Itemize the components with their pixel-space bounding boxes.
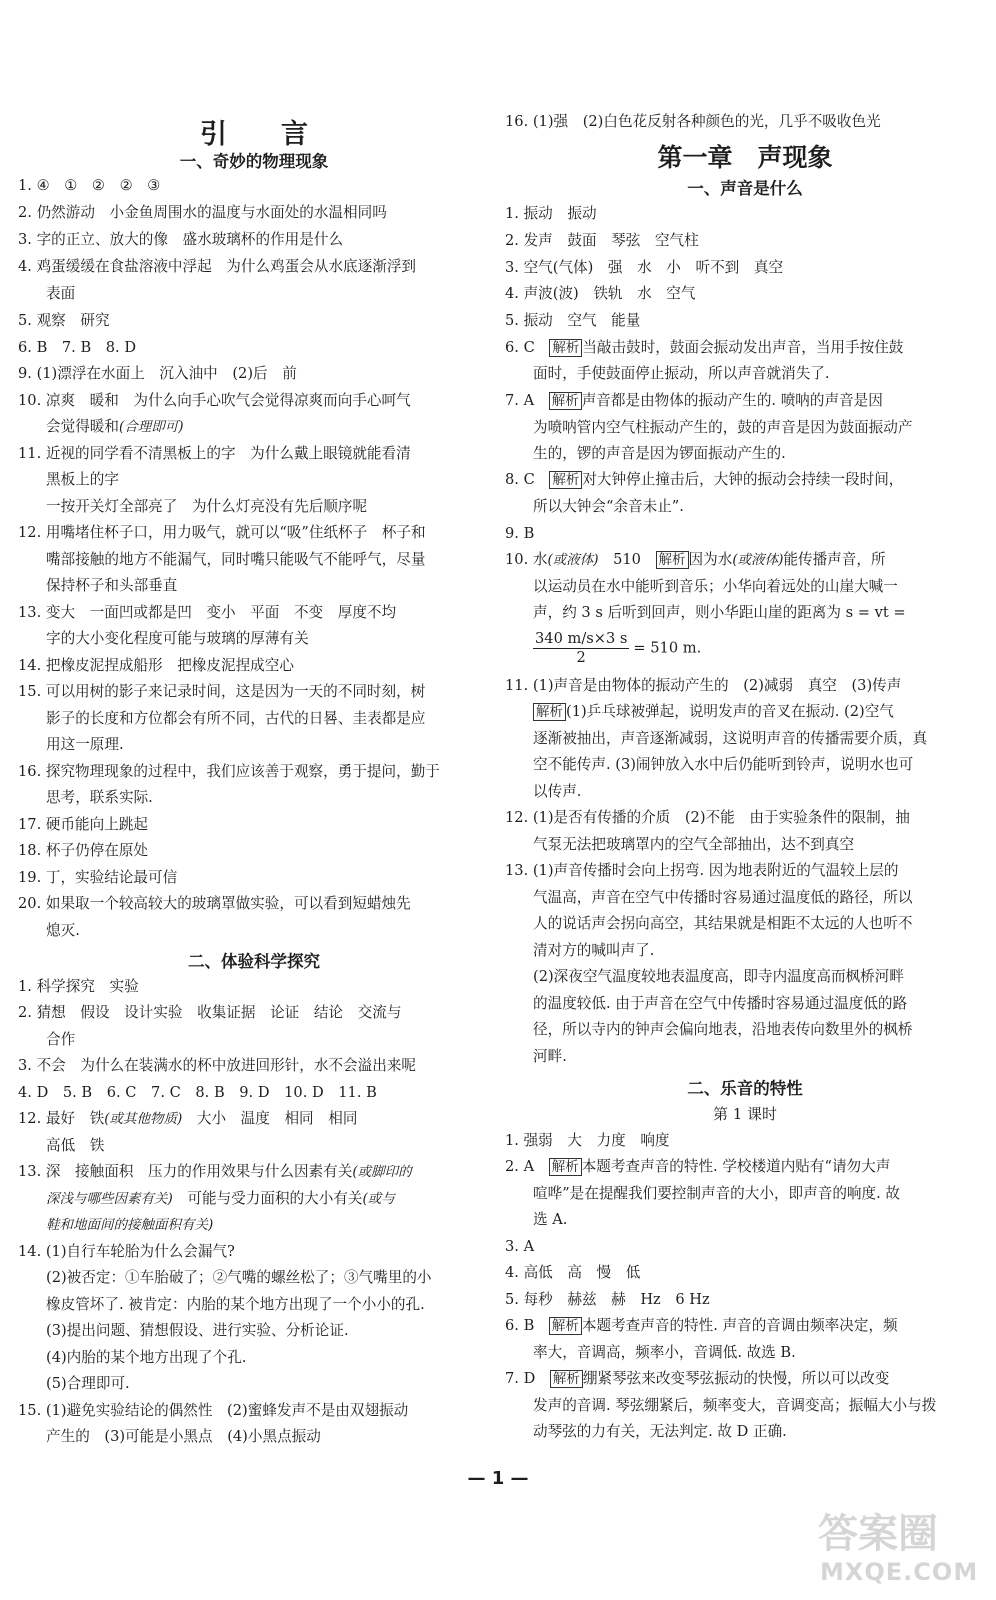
answer-line: 5. 观察 研究 — [18, 312, 110, 329]
answer-line: 用这一原理. — [46, 736, 124, 753]
answer-line: 的温度较低. 由于声音在空气中传播时容易通过温度低的路 — [533, 995, 908, 1012]
answer-line: 12. 最好 铁(或其他物质) 大小 温度 相同 相同 — [18, 1110, 358, 1127]
answer-line: 14. 把橡皮泥捏成船形 把橡皮泥捏成空心 — [18, 657, 294, 674]
answer-line: 6. C 解析 当敲击鼓时，鼓面会振动发出声音，当用手按住鼓 — [505, 339, 904, 356]
answer-line: 9. B — [505, 525, 535, 542]
analysis-tag: 解析 — [549, 1317, 582, 1335]
answer-line: 合作 — [46, 1031, 76, 1048]
analysis-tag: 解析 — [549, 1158, 582, 1176]
watermark-url: MXQE.COM — [820, 1558, 979, 1586]
answer-line: 6. B 解析 本题考查声音的特性. 声音的音调由频率决定，频 — [505, 1317, 898, 1334]
answer-line: 4. 鸡蛋缓缓在食盐溶液中浮起 为什么鸡蛋会从水底逐渐浮到 — [18, 258, 417, 275]
answer-line: 16. 探究物理现象的过程中，我们应该善于观察，勇于提问，勤于 — [18, 763, 440, 780]
answer-line: 20. 如果取一个较高较大的玻璃罩做实验，可以看到短蜡烛先 — [18, 895, 411, 912]
answer-line: 1. 强弱 大 力度 响度 — [505, 1132, 670, 1149]
answer-line: 3. 字的正立、放大的像 盛水玻璃杯的作用是什么 — [18, 231, 344, 248]
section-heading: 二、乐音的特性 — [687, 1079, 803, 1098]
answer-line: 2. A 解析 本题考查声音的特性. 学校楼道内贴有“请勿大声 — [505, 1158, 891, 1175]
answer-line: 7. D 解析 绷紧琴弦来改变琴弦振动的快慢，所以可以改变 — [505, 1370, 890, 1387]
answer-line: 14. (1)自行车轮胎为什么会漏气? — [18, 1243, 235, 1260]
answer-line: 表面 — [46, 285, 76, 302]
watermark-logo — [814, 1500, 979, 1592]
answer-line: 喧哗”是在提醒我们要控制声音的大小，即声音的响度. 故 — [533, 1185, 900, 1202]
answer-line: (2)被否定：①车胎破了；②气嘴的螺丝松了；③气嘴里的小 — [46, 1269, 432, 1286]
answer-line: 6. B 7. B 8. D — [18, 339, 137, 356]
answer-line: (2)深夜空气温度较地表温度高，即寺内温度高而枫桥河畔 — [533, 968, 904, 985]
answer-line: 空不能传声. (3)闹钟放入水中后仍能听到铃声，说明水也可 — [533, 756, 914, 773]
answer-line: 以传声. — [533, 783, 582, 800]
answer-line: 16. (1)强 (2)白色花反射各种颜色的光，几乎不吸收色光 — [505, 113, 881, 130]
answer-line: 2. 发声 鼓面 琴弦 空气柱 — [505, 232, 699, 249]
answer-line: 鞋和地面间的接触面积有关) — [46, 1217, 214, 1233]
answer-line: 面时，手使鼓面停止振动，所以声音就消失了. — [533, 365, 830, 382]
answer-line: 1. 振动 振动 — [505, 205, 597, 222]
analysis-tag: 解析 — [549, 392, 582, 410]
answer-line: 径，所以寺内的钟声会偏向地表，沿地表传向数里外的枫桥 — [533, 1021, 913, 1038]
answer-line: 17. 硬币能向上跳起 — [18, 816, 149, 833]
analysis-tag: 解析 — [550, 1370, 583, 1388]
answer-line: 18. 杯子仍停在原处 — [18, 842, 149, 859]
answer-line: 气泵无法把玻璃罩内的空气全部抽出，达不到真空 — [533, 836, 855, 853]
answer-line: 会觉得暖和(合理即可) — [46, 418, 184, 435]
analysis-tag: 解析 — [656, 551, 689, 569]
answer-line: 7. A 解析 声音都是由物体的振动产生的. 喷呐的声音是因 — [505, 392, 883, 409]
answer-line: (5)合理即可. — [46, 1375, 130, 1392]
answer-line: 4. 高低 高 慢 低 — [505, 1264, 641, 1281]
answer-line: 4. 声波(波) 铁轨 水 空气 — [505, 285, 696, 302]
answer-line: 13. (1)声音传播时会向上拐弯. 因为地表附近的气温较上层的 — [505, 862, 899, 879]
answer-line: 所以大钟会“余音未止”. — [533, 498, 684, 515]
answer-line: 5. 每秒 赫兹 赫 Hz 6 Hz — [505, 1291, 710, 1308]
page-number: — 1 — — [467, 1468, 529, 1489]
section-heading: 二、体验科学探究 — [188, 952, 320, 971]
analysis-tag: 解析 — [549, 471, 582, 489]
answer-line: 保持杯子和头部垂直 — [46, 577, 178, 594]
answer-line: 8. C 解析 对大钟停止撞击后，大钟的振动会持续一段时间， — [505, 471, 904, 488]
watermark-text: 答案圈 — [818, 1511, 938, 1557]
answer-line: 15. (1)避免实验结论的偶然性 (2)蜜蜂发声不是由双翅振动 — [18, 1402, 409, 1419]
answer-line: 清对方的喊叫声了. — [533, 942, 655, 959]
answer-line: 高低 铁 — [46, 1137, 105, 1154]
answer-line: 产生的 (3)可能是小黑点 (4)小黑点振动 — [46, 1428, 321, 1445]
answer-line: 气温高，声音在空气中传播时容易通过温度低的路径，所以 — [533, 889, 913, 906]
answer-line: (4)内胎的某个地方出现了个孔. — [46, 1349, 247, 1366]
formula-line: $\frac{340 m/s\times 3 s}{2}$ = 510 m. — [535, 630, 702, 666]
answer-line: 深浅与哪些因素有关) 可能与受力面积的大小有关(或与 — [46, 1190, 395, 1207]
answer-line: 5. 振动 空气 能量 — [505, 312, 641, 329]
answer-line: 3. 空气(气体) 强 水 小 听不到 真空 — [505, 259, 784, 276]
answer-line: 嘴部接触的地方不能漏气，同时嘴只能吸气不能呼气，尽量 — [46, 551, 426, 568]
answer-line: 2. 仍然游动 小金鱼周围水的温度与水面处的水温相同吗 — [18, 204, 387, 221]
section-heading: 一、奇妙的物理现象 — [179, 152, 329, 171]
answer-line: 解析 (1)乒乓球被弹起，说明发声的音叉在振动. (2)空气 — [533, 702, 894, 722]
answer-line: 3. 不会 为什么在装满水的杯中放进回形针，水不会溢出来呢 — [18, 1057, 417, 1074]
answer-line: 10. 凉爽 暖和 为什么向手心吹气会觉得凉爽而向手心呵气 — [18, 392, 411, 409]
analysis-tag: 解析 — [549, 339, 582, 357]
answer-line: 12. 用嘴堵住杯子口，用力吸气，就可以“吸”住纸杯子 杯子和 — [18, 524, 426, 541]
answer-line: 为喷呐管内空气柱振动产生的，鼓的声音是因为鼓面振动产 — [533, 419, 913, 436]
answer-line: 橡皮管坏了. 被肯定：内胎的某个地方出现了一个小小的孔. — [46, 1296, 425, 1313]
chapter-title: 第一章 声现象 — [657, 143, 833, 172]
answer-line: (3)提出问题、猜想假设、进行实验、分析论证. — [46, 1322, 349, 1339]
answer-line: 逐渐被抽出，声音逐渐减弱，这说明声音的传播需要介质，真 — [533, 730, 928, 747]
answer-line: 字的大小变化程度可能与玻璃的厚薄有关 — [46, 630, 309, 647]
answer-line: 3. A — [505, 1238, 535, 1255]
answer-line: 黑板上的字 — [46, 471, 119, 488]
answer-line: 发声的音调. 琴弦绷紧后，频率变大，音调变高；振幅大小与拨 — [533, 1397, 937, 1414]
answer-line: 11. (1)声音是由物体的振动产生的 (2)减弱 真空 (3)传声 — [505, 677, 902, 694]
answer-line: 12. (1)是否有传播的介质 (2)不能 由于实验条件的限制，抽 — [505, 809, 910, 826]
intro-title: 引 言 — [200, 119, 308, 150]
answer-line: 熄灭. — [46, 922, 80, 939]
answer-line: 19. 丁，实验结论最可信 — [18, 869, 178, 886]
fraction: $\frac{340 m/s\times 3 s}{2}$ — [535, 630, 628, 666]
answer-line: 9. (1)漂浮在水面上 沉入油中 (2)后 前 — [18, 365, 297, 382]
answer-line: 11. 近视的同学看不清黑板上的字 为什么戴上眼镜就能看清 — [18, 445, 411, 462]
answer-line: 动琴弦的力有关，无法判定. 故 D 正确. — [533, 1423, 787, 1440]
answer-line: 10. 水(或液体) 510 解析 因为水(或液体)能传播声音，所 — [505, 551, 886, 568]
section-heading: 一、声音是什么 — [687, 179, 803, 198]
answer-line: 人的说话声会拐向高空，其结果就是相距不太远的人也听不 — [533, 915, 913, 932]
analysis-tag: 解析 — [533, 703, 566, 721]
answer-line: 声，约 3 s 后听到回声，则小华距山崖的距离为 s = vt = — [533, 604, 906, 621]
answer-line: 1. 科学探究 实验 — [18, 978, 139, 995]
answer-line: 率大，音调高，频率小，音调低. 故选 B. — [533, 1344, 796, 1361]
answer-line: 思考，联系实际. — [46, 789, 153, 806]
answer-line: 一按开关灯全部亮了 为什么灯亮没有先后顺序呢 — [46, 498, 368, 515]
answer-line: 13. 深 接触面积 压力的作用效果与什么因素有关(或脚印的 — [18, 1163, 412, 1180]
answer-line: 选 A. — [533, 1211, 568, 1228]
answer-line: 以运动员在水中能听到音乐；小华向着远处的山崖大喊一 — [533, 578, 898, 595]
answer-line: 河畔. — [533, 1048, 567, 1065]
answer-line: 1. ④ ① ② ② ③ — [18, 177, 161, 194]
answer-line: 13. 变大 一面凹或都是凹 变小 平面 不变 厚度不均 — [18, 604, 397, 621]
answer-line: 影子的长度和方位都会有所不同，古代的日晷、圭表都是应 — [46, 710, 426, 727]
answer-line: 2. 猜想 假设 设计实验 收集证据 论证 结论 交流与 — [18, 1004, 402, 1021]
answer-line: 15. 可以用树的影子来记录时间，这是因为一天的不同时刻，树 — [18, 683, 426, 700]
answer-line: 生的，锣的声音是因为锣面振动产生的. — [533, 445, 786, 462]
lesson-heading: 第 1 课时 — [712, 1105, 778, 1123]
answer-line: 4. D 5. B 6. C 7. C 8. B 9. D 10. D 11. B — [18, 1084, 377, 1101]
